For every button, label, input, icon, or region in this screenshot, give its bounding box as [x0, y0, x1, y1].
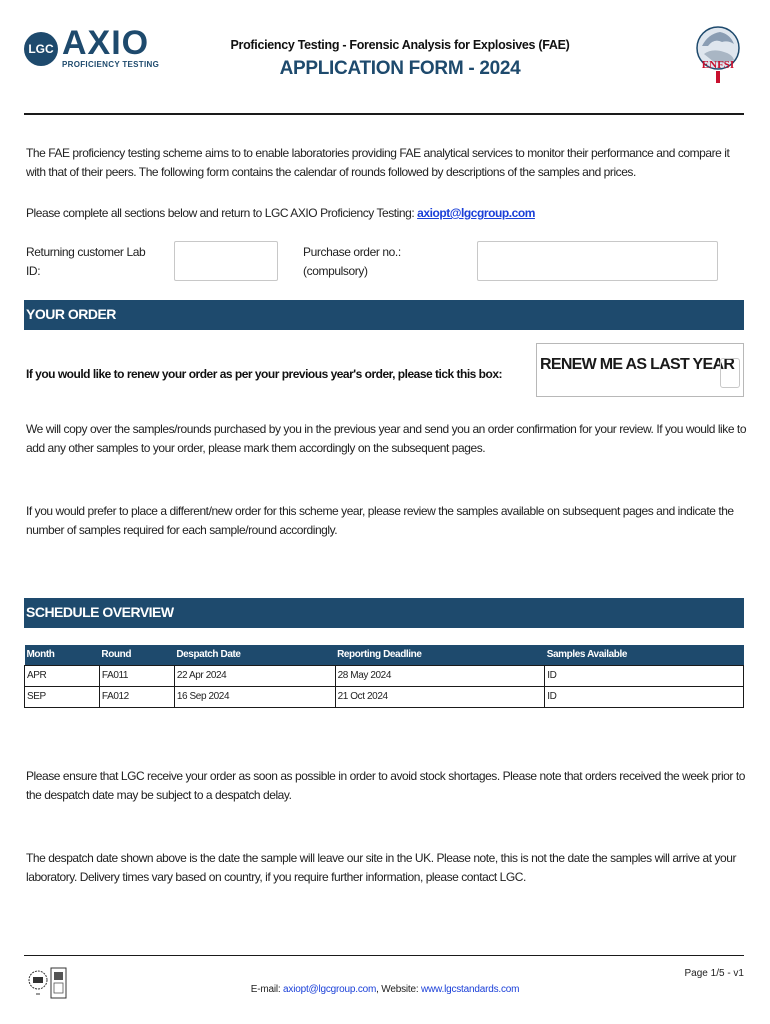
customer-id-field[interactable] [174, 241, 278, 281]
table-cell: 22 Apr 2024 [174, 665, 335, 686]
return-instructions-text: Please complete all sections below and return to LGC AXIO Proficiency Testing: [26, 206, 418, 220]
column-header: Round [99, 645, 174, 665]
table-cell: APR [25, 665, 100, 686]
schedule-header-row [25, 645, 744, 665]
footer-contact [0, 984, 770, 995]
customer-id-label [26, 243, 145, 281]
table-cell: FA011 [99, 665, 174, 686]
enfsi-logo [694, 24, 742, 86]
table-cell: ID [545, 686, 744, 707]
logo-axio-text: AXIO [62, 24, 150, 62]
footer-divider [24, 955, 744, 956]
despatch-note: The despatch date shown above is the date the sample will leave our site in the UK. Please note, this is not the date the samples will arrive at your laboratory. Delivery times vary based on country, if you require further information, please contact LGC. [26, 851, 737, 884]
logo-subtitle: PROFICIENCY TESTING [62, 60, 160, 69]
new-order-explanation: If you would prefer to place a different/new order for this scheme year, please review the samples available on subsequent pages and indicate the number of samples required for each sample/round accordingly. [26, 504, 734, 537]
enfsi-text: ENFSI [701, 59, 735, 71]
customer-id-label-line2: ID: [26, 264, 41, 278]
intro-paragraph: The FAE proficiency testing scheme aims to to enable laboratories providing FAE analytical services to monitor their performance and compare it with that of their peers. The following form contains the calendar of rounds followed by descriptions of the samples and prices. [26, 146, 730, 179]
schedule-table [24, 645, 744, 708]
website-label: , Website: [376, 984, 421, 995]
footer-website-link[interactable]: www.lgcstandards.com [420, 984, 520, 995]
your-order-heading: YOUR ORDER [24, 300, 744, 330]
table-row [25, 686, 744, 707]
renew-label: RENEW ME AS LAST YEAR [540, 356, 735, 373]
customer-id-label-line1: Returning customer Lab [26, 245, 146, 259]
po-label-line1: Purchase order no.: [303, 245, 401, 259]
po-label [303, 243, 401, 281]
renew-box [536, 343, 744, 397]
form-title: APPLICATION FORM - 2024 [279, 58, 521, 79]
table-cell: FA012 [99, 686, 174, 707]
title-block [200, 38, 600, 80]
page-header [0, 0, 770, 115]
page-number: Page 1/5 - v1 [684, 968, 744, 979]
table-cell: 28 May 2024 [335, 665, 545, 686]
renew-checkbox[interactable] [720, 358, 740, 388]
column-header: Despatch Date [174, 645, 335, 665]
email-label: E-mail: [250, 984, 284, 995]
po-label-line2: (compulsory) [303, 264, 368, 278]
table-cell: 16 Sep 2024 [174, 686, 335, 707]
lgc-axio-logo [24, 24, 160, 69]
schedule-heading: SCHEDULE OVERVIEW [24, 598, 744, 628]
table-cell: SEP [25, 686, 100, 707]
return-instructions [26, 204, 748, 223]
email-link[interactable]: axiopt@lgcgroup.com [417, 206, 535, 220]
renew-question: If you would like to renew your order as per your previous year's order, please tick this box: [26, 367, 503, 381]
column-header: Samples Available [545, 645, 744, 665]
table-cell: 21 Oct 2024 [335, 686, 545, 707]
header-divider [24, 113, 744, 115]
renew-explanation: We will copy over the samples/rounds purchased by you in the previous year and send you an order confirmation for your review. If you would like to add any other samples to your order, please mark them accordingly on the subsequent pages. [26, 422, 747, 455]
column-header: Month [25, 645, 100, 665]
stock-note: Please ensure that LGC receive your order as soon as possible in order to avoid stock shortages. Please note that orders received the week prior to the despatch date may be subject to a despatch delay. [26, 769, 745, 802]
column-header: Reporting Deadline [335, 645, 545, 665]
form-subtitle: Proficiency Testing - Forensic Analysis for Explosives (FAE) [230, 38, 570, 52]
footer-email-link[interactable]: axiopt@lgcgroup.com [283, 984, 377, 995]
lgc-logo-mark: LGC [24, 32, 58, 66]
table-cell: ID [545, 665, 744, 686]
table-row [25, 665, 744, 686]
purchase-order-field[interactable] [477, 241, 718, 281]
